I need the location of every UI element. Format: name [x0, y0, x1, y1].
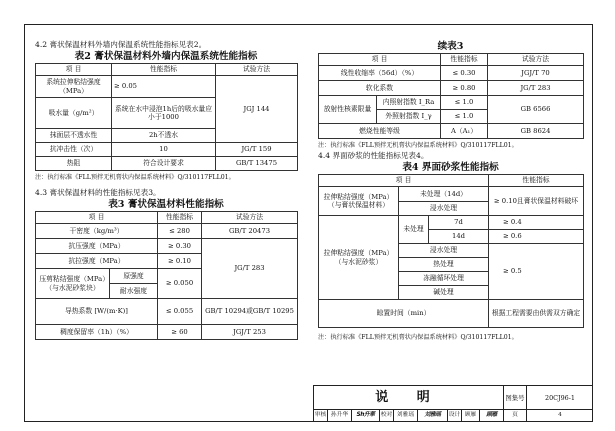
table3c-cell: JG/T 283 — [488, 81, 584, 96]
table2-cell: 热阻 — [36, 157, 112, 171]
sheet-title: 说 明 — [314, 386, 504, 410]
table2-title: 表2 膏状保温材料外墙内保温系统性能指标 — [74, 51, 258, 62]
table4-note: 注：执行标准《FLL预拌无机膏状内保温系统材料》Q/310117FLL01。 — [318, 334, 518, 341]
table4-cell: 7d — [429, 216, 489, 230]
table3c-cell: 外照射指数 I_γ — [377, 110, 441, 124]
page-label: 页 — [504, 410, 527, 421]
table3-cell: ≤ 280 — [158, 224, 202, 239]
table2-cell: 10 — [112, 143, 216, 157]
table3c-cell: GB 8624 — [488, 124, 584, 139]
table3-cell: ≥ 0.30 — [158, 239, 202, 254]
table4-header-spec: 性能指标 — [489, 175, 584, 187]
table2 — [35, 63, 298, 171]
table4-header-item: 项 目 — [319, 175, 489, 187]
table3-cell: JGJ/T 253 — [202, 325, 298, 340]
table3 — [35, 211, 298, 340]
table2-cell: 2h不透水 — [112, 129, 216, 143]
table4-cell: 碱处理 — [399, 286, 489, 300]
right-column — [318, 40, 583, 342]
table3c-header-method: 试验方法 — [488, 54, 584, 66]
table2-header-spec: 性能指标 — [112, 64, 216, 76]
table2-cell: ≥ 0.05 — [112, 76, 216, 98]
table2-cell: 抗冲击性（次） — [36, 143, 112, 157]
table3-header-item: 项 目 — [36, 212, 158, 224]
table3-header-spec: 性能指标 — [158, 212, 202, 224]
checker-signature: 刘雅瑶 — [418, 410, 448, 421]
table3c-cell: 燃烧性能等级 — [319, 124, 441, 139]
table2-cell: 系统拉伸粘结强度（MPa） — [36, 76, 112, 98]
table3-cell: 干密度（kg/m³） — [36, 224, 158, 239]
table4-cell: 未处理 — [399, 216, 429, 244]
table2-header-item: 项 目 — [36, 64, 112, 76]
table2-method-jgj144: JGJ 144 — [216, 76, 298, 143]
table2-cell: 抹面层不透水性 — [36, 129, 112, 143]
table2-cell: 吸水量（g/m²） — [36, 98, 112, 129]
review-label: 审核 — [314, 410, 328, 421]
table4-cell: 浸水处理 — [399, 202, 489, 216]
table3c-cell: ≥ 0.80 — [441, 81, 488, 96]
page-number: 4 — [558, 412, 562, 418]
check-label: 校对 — [380, 410, 394, 421]
reviewer-signature: Sh升華 — [352, 410, 380, 421]
table3c-cell: 软化系数 — [319, 81, 441, 96]
table3c-cell: ≤ 0.30 — [441, 66, 488, 81]
table4-cell: 拉伸粘结强度（MPa）（与水泥砂浆） — [319, 216, 399, 300]
table3c-cell: ≤ 1.0 — [441, 110, 488, 124]
table3-method-jg283: JG/T 283 — [202, 239, 298, 299]
table2-cell: 系统在水中浸泡1h后的吸水量应小于1000 — [112, 98, 216, 129]
table3-cont — [318, 53, 584, 139]
atlas-number: 20CJ96-1 — [545, 394, 575, 402]
table2-note: 注：执行标准《FLL预拌无机膏状内保温系统材料》Q/310117FLL01。 — [35, 174, 235, 181]
table3-cell: GB/T 20473 — [202, 224, 298, 239]
table3-cell: ≤ 0.055 — [158, 299, 202, 325]
table2-cell: 符合设计要求 — [112, 157, 216, 171]
table4-cell: 根据工程需要由供需双方确定 — [489, 300, 584, 328]
table4-cell: 冻融循环处理 — [399, 272, 489, 286]
table3-cell: 稠度保留率（1h）（%） — [36, 325, 158, 340]
table3c-cell: 放射性核素限量 — [319, 96, 377, 124]
table3-title: 表3 膏状保温材料性能指标 — [108, 199, 224, 210]
section-4-4-heading: 4.4 界面砂浆的性能指标见表4。 — [318, 151, 429, 160]
reviewer-name: 孙升华 — [328, 410, 352, 421]
table3c-cell: ≤ 1.0 — [441, 96, 488, 110]
table2-cell: GB/T 13475 — [216, 157, 298, 171]
table3c-note: 注：执行标准《FLL预拌无机膏状内保温系统材料》Q/310117FLL01。 — [318, 142, 518, 149]
table4 — [318, 174, 584, 328]
design-label: 设计 — [448, 410, 462, 421]
designer-signature: 顾雁 — [480, 410, 504, 421]
table2-cell: JG/T 159 — [216, 143, 298, 157]
table3-cell: ≥ 60 — [158, 325, 202, 340]
table3c-cell: A（A₁） — [441, 124, 488, 139]
table4-cell: ≥ 0.4 — [489, 216, 584, 230]
table3-cell: 原强度 — [110, 269, 158, 284]
table4-cell: 热处理 — [399, 258, 489, 272]
table3-cont-title: 续表3 — [437, 41, 464, 52]
table4-cell: 浸水处理 — [399, 244, 489, 258]
table3c-cell: 线性收缩率（56d）（%） — [319, 66, 441, 81]
table4-cell: ≥ 0.6 — [489, 230, 584, 244]
table4-cell: ≥ 0.10且膏状保温材料破坏 — [489, 187, 584, 216]
table3-cell: 压剪粘结强度（MPa）（与水泥砂浆块） — [36, 269, 110, 299]
table3c-header-spec: 性能指标 — [441, 54, 488, 66]
table3-cell: 导热系数 [W/(m·K)] — [36, 299, 158, 325]
table2-header-method: 试验方法 — [216, 64, 298, 76]
left-column — [35, 40, 297, 340]
table4-cell: 晾置时间（min） — [319, 300, 489, 328]
table3-cell: GB/T 10294或GB/T 10295 — [202, 299, 298, 325]
table3-cell: 耐水强度 — [110, 284, 158, 299]
table4-cell: 14d — [429, 230, 489, 244]
table3c-cell: 内照射指数 I_Ra — [377, 96, 441, 110]
table4-cell: 未处理（14d） — [399, 187, 489, 202]
table4-title: 表4 界面砂浆性能指标 — [402, 162, 499, 173]
table3-header-method: 试验方法 — [202, 212, 298, 224]
title-block — [313, 385, 592, 421]
table4-cell: ≥ 0.5 — [489, 244, 584, 300]
table3-cell: ≥ 0.10 — [158, 254, 202, 269]
table3c-header-item: 项 目 — [319, 54, 441, 66]
checker-name: 刘雅瑶 — [394, 410, 418, 421]
atlas-number-label: 图集号 — [504, 386, 527, 410]
designer-name: 顾雁 — [462, 410, 480, 421]
table3c-cell: GB 6566 — [488, 96, 584, 124]
section-4-2-heading: 4.2 膏状保温材料外墙内保温系统性能指标见表2。 — [35, 40, 207, 49]
section-4-3-heading: 4.3 膏状保温材料的性能指标见表3。 — [35, 188, 161, 197]
table3-cell: 抗拉强度（MPa） — [36, 254, 158, 269]
table3c-cell: JGJ/T 70 — [488, 66, 584, 81]
table4-cell: 拉伸粘结强度（MPa）（与膏状保温材料） — [319, 187, 399, 216]
table3-cell: 抗压强度（MPa） — [36, 239, 158, 254]
table3-cell: ≥ 0.050 — [158, 269, 202, 299]
